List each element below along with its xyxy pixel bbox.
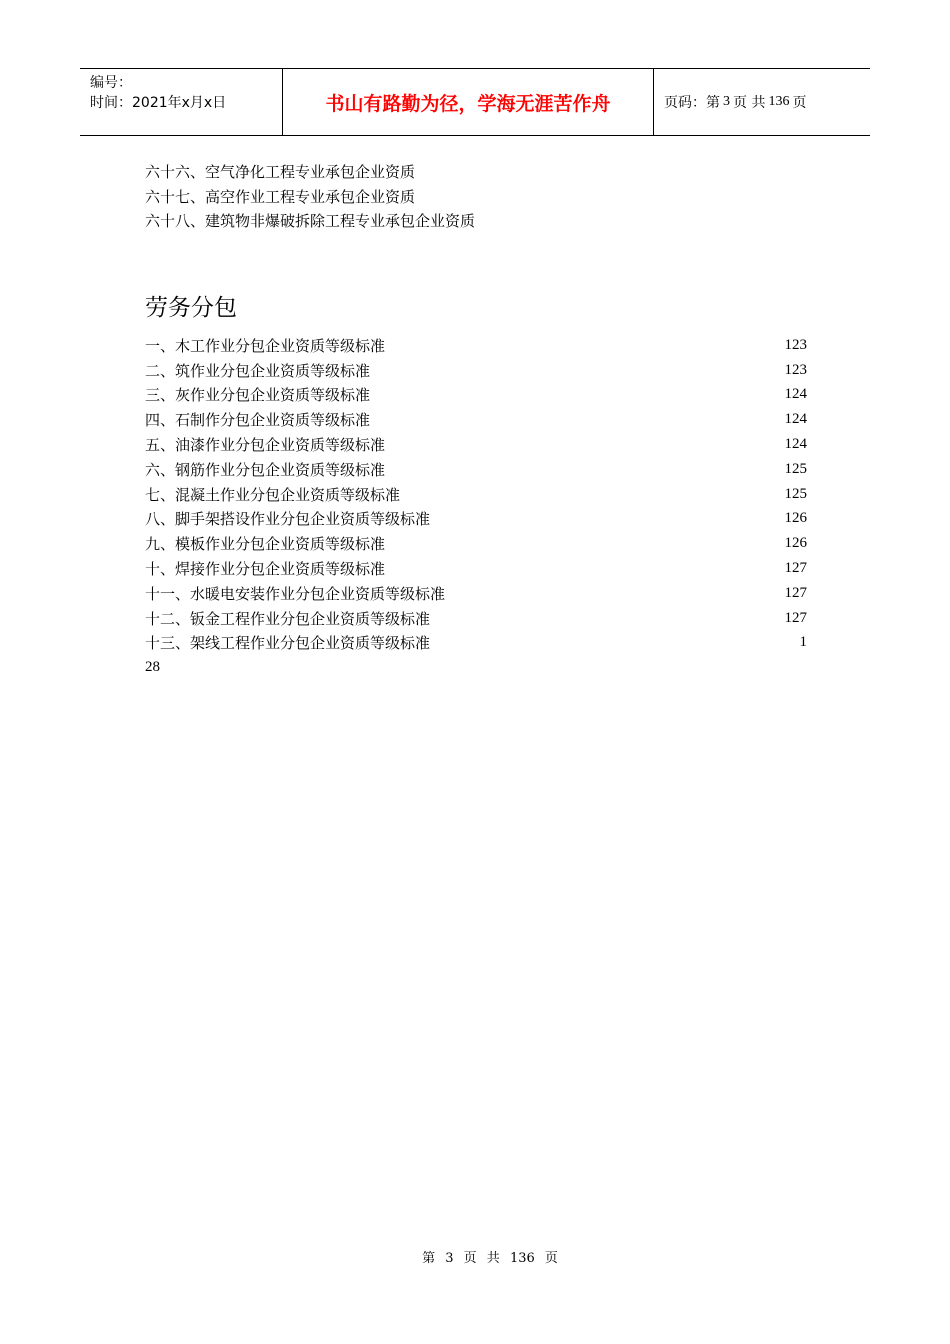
toc-title: 四、石制作分包企业资质等级标准 xyxy=(145,411,371,430)
toc-leader xyxy=(447,514,782,524)
toc-leader xyxy=(462,588,782,598)
toc-row[interactable] xyxy=(145,507,807,532)
toc-page: 124 xyxy=(784,386,807,403)
toc-wrap-text: 28 xyxy=(145,659,160,676)
toc-page: 126 xyxy=(784,535,807,552)
toc-row[interactable] xyxy=(145,556,807,581)
header-motto: 书山有路勤为径，学海无涯苦作舟 xyxy=(282,69,654,135)
toc-row[interactable] xyxy=(145,457,807,482)
footer-word: 第 xyxy=(422,1251,436,1266)
toc-title: 十二、钣金工程作业分包企业资质等级标准 xyxy=(145,609,431,628)
toc-page: 123 xyxy=(784,361,807,378)
toc-title: 十一、水暖电安装作业分包企业资质等级标准 xyxy=(145,584,446,603)
page-middle: 页 共 xyxy=(733,95,766,111)
header-meta xyxy=(80,69,282,135)
toc-leader xyxy=(447,638,797,648)
page-total: 136 xyxy=(768,94,790,109)
toc-row[interactable] xyxy=(145,606,807,631)
toc-page: 124 xyxy=(784,411,807,428)
footer-word: 页 xyxy=(463,1251,477,1266)
footer-current-page: 3 xyxy=(445,1251,454,1266)
footer-word: 页 xyxy=(544,1251,558,1266)
toc-title: 六、钢筋作业分包企业资质等级标准 xyxy=(145,460,386,479)
toc-leader xyxy=(371,390,782,400)
toc-page: 125 xyxy=(784,460,807,477)
time-label: 时间：2021年x月x日 xyxy=(90,95,227,111)
list-item: 六十六、空气净化工程专业承包企业资质 xyxy=(145,163,416,181)
toc-leader xyxy=(371,365,782,375)
toc-page: 127 xyxy=(784,584,807,601)
page-prefix: 页码：第 xyxy=(664,95,720,111)
toc-title: 八、脚手架搭设作业分包企业资质等级标准 xyxy=(145,510,431,529)
toc-title: 七、混凝土作业分包企业资质等级标准 xyxy=(145,485,401,504)
table-of-contents xyxy=(145,333,807,679)
toc-leader xyxy=(417,489,782,499)
toc-leader xyxy=(402,564,782,574)
code-label: 编号： xyxy=(90,75,132,91)
toc-row[interactable] xyxy=(145,383,807,408)
toc-leader xyxy=(402,440,782,450)
toc-row[interactable] xyxy=(145,531,807,556)
page-current: 3 xyxy=(723,94,730,109)
toc-leader xyxy=(387,415,782,425)
toc-row[interactable] xyxy=(145,482,807,507)
toc-title: 十三、架线工程作业分包企业资质等级标准 xyxy=(145,634,431,653)
toc-leader xyxy=(386,340,782,350)
toc-row[interactable] xyxy=(145,407,807,432)
toc-row[interactable] xyxy=(145,631,807,656)
toc-row[interactable] xyxy=(145,358,807,383)
toc-page: 125 xyxy=(784,485,807,502)
toc-row[interactable] xyxy=(145,581,807,606)
toc-title: 二、筑作业分包企业资质等级标准 xyxy=(145,361,371,380)
page-header xyxy=(80,68,870,136)
toc-title: 三、灰作业分包企业资质等级标准 xyxy=(145,386,371,405)
list-item: 六十八、建筑物非爆破拆除工程专业承包企业资质 xyxy=(145,212,476,230)
page-footer xyxy=(0,1247,950,1266)
header-page-info xyxy=(654,69,870,135)
toc-page: 127 xyxy=(784,609,807,626)
toc-title: 九、模板作业分包企业资质等级标准 xyxy=(145,535,386,554)
footer-word: 共 xyxy=(486,1251,500,1266)
toc-leader xyxy=(402,464,782,474)
page-suffix: 页 xyxy=(792,95,807,111)
toc-title: 五、油漆作业分包企业资质等级标准 xyxy=(145,436,386,455)
section-title: 劳务分包 xyxy=(145,295,237,321)
toc-row[interactable] xyxy=(145,333,807,358)
preceding-items xyxy=(145,160,475,234)
toc-page: 124 xyxy=(784,436,807,453)
footer-total-pages: 136 xyxy=(509,1251,535,1266)
list-item: 六十七、高空作业工程专业承包企业资质 xyxy=(145,187,416,206)
toc-page: 1 xyxy=(799,634,807,651)
toc-title: 一、木工作业分包企业资质等级标准 xyxy=(145,336,386,355)
toc-page: 126 xyxy=(784,510,807,527)
toc-page: 123 xyxy=(784,336,807,353)
toc-leader xyxy=(402,539,782,549)
toc-row[interactable] xyxy=(145,432,807,457)
toc-title: 十、焊接作业分包企业资质等级标准 xyxy=(145,560,386,579)
toc-leader xyxy=(447,613,782,623)
toc-page: 127 xyxy=(784,560,807,577)
